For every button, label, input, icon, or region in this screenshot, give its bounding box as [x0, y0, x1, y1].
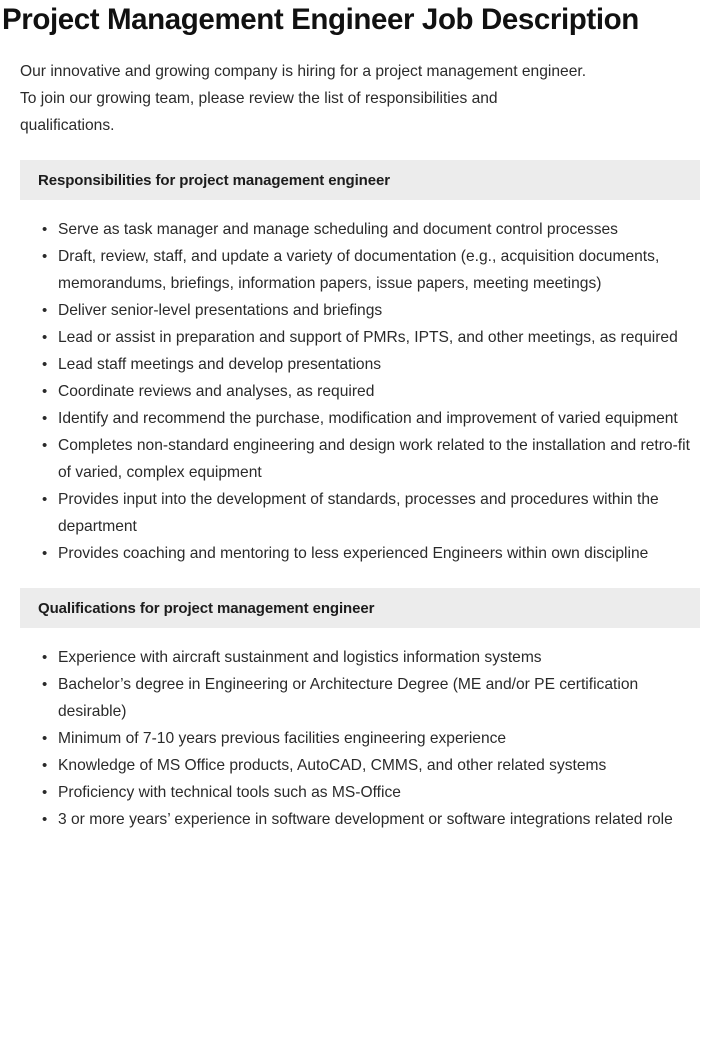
list-item-text: Bachelor’s degree in Engineering or Architecture Degree (ME and/or PE certification desirable)	[58, 676, 639, 720]
bullet-icon: •	[42, 410, 48, 427]
bullet-icon: •	[42, 676, 48, 693]
list-item-text: Serve as task manager and manage scheduling and document control processes	[58, 221, 618, 238]
list-item	[0, 243, 720, 297]
bullet-icon: •	[42, 437, 48, 454]
bullet-icon: •	[42, 811, 48, 828]
bullet-icon: •	[42, 649, 48, 666]
intro-line: qualifications.	[20, 117, 115, 134]
list-item	[0, 540, 720, 567]
list-item-text: Deliver senior-level presentations and briefings	[58, 302, 383, 319]
list-item	[0, 806, 720, 833]
list-item-text: Lead or assist in preparation and support of PMRs, IPTS, and other meetings, as required	[58, 329, 678, 346]
page-title: Project Management Engineer Job Description	[2, 3, 639, 36]
list-item-text: Identify and recommend the purchase, modification and improvement of varied equipment	[58, 410, 678, 427]
list-item	[0, 216, 720, 243]
bullet-icon: •	[42, 329, 48, 346]
intro-line: To join our growing team, please review the list of responsibilities and	[20, 90, 498, 107]
list-item-text: Lead staff meetings and develop presentations	[58, 356, 382, 373]
list-item	[0, 779, 720, 806]
bullet-icon: •	[42, 356, 48, 373]
list-item	[0, 725, 720, 752]
list-item-text: Knowledge of MS Office products, AutoCAD, CMMS, and other related systems	[58, 757, 607, 774]
bullet-icon: •	[42, 757, 48, 774]
list-item-text: Completes non-standard engineering and design work related to the installation and retro-fit of varied, complex equipment	[58, 437, 690, 481]
list-item-text: Coordinate reviews and analyses, as required	[58, 383, 375, 400]
list-item-text: Draft, review, staff, and update a variety of documentation (e.g., acquisition documents, memorandums, briefings, information papers, issue papers, meeting meetings)	[58, 248, 660, 292]
list-item	[0, 297, 720, 324]
bullet-icon: •	[42, 491, 48, 508]
list-item	[0, 486, 720, 540]
list-item	[0, 324, 720, 351]
bullet-icon: •	[42, 784, 48, 801]
list-item-text: Provides coaching and mentoring to less experienced Engineers within own discipline	[58, 545, 649, 562]
section-heading: Responsibilities for project management engineer	[38, 171, 390, 189]
list-item	[0, 378, 720, 405]
list-item	[0, 432, 720, 486]
list-item	[0, 351, 720, 378]
list-item-text: Provides input into the development of standards, processes and procedures within the department	[58, 491, 659, 535]
list-item	[0, 752, 720, 779]
intro-line: Our innovative and growing company is hiring for a project management engineer.	[20, 63, 587, 80]
bullet-icon: •	[42, 730, 48, 747]
list-item	[0, 644, 720, 671]
list-item-text: Experience with aircraft sustainment and logistics information systems	[58, 649, 542, 666]
list-item-text: Minimum of 7-10 years previous facilities engineering experience	[58, 730, 507, 747]
section-header-band-qualifications	[20, 588, 700, 628]
bullet-icon: •	[42, 302, 48, 319]
qualifications-section	[0, 588, 720, 833]
bullet-icon: •	[42, 248, 48, 265]
bullet-icon: •	[42, 221, 48, 238]
list-item	[0, 671, 720, 725]
responsibilities-section	[0, 160, 720, 567]
list-item-text: Proficiency with technical tools such as MS-Office	[58, 784, 401, 801]
list-item	[0, 405, 720, 432]
bullet-icon: •	[42, 545, 48, 562]
list-item-text: 3 or more years’ experience in software development or software integrations related role	[58, 811, 673, 828]
intro-paragraph	[0, 38, 720, 139]
section-heading: Qualifications for project management engineer	[38, 599, 375, 617]
section-header-band-responsibilities	[20, 160, 700, 200]
responsibilities-list	[0, 200, 720, 567]
qualifications-list	[0, 628, 720, 833]
bullet-icon: •	[42, 383, 48, 400]
